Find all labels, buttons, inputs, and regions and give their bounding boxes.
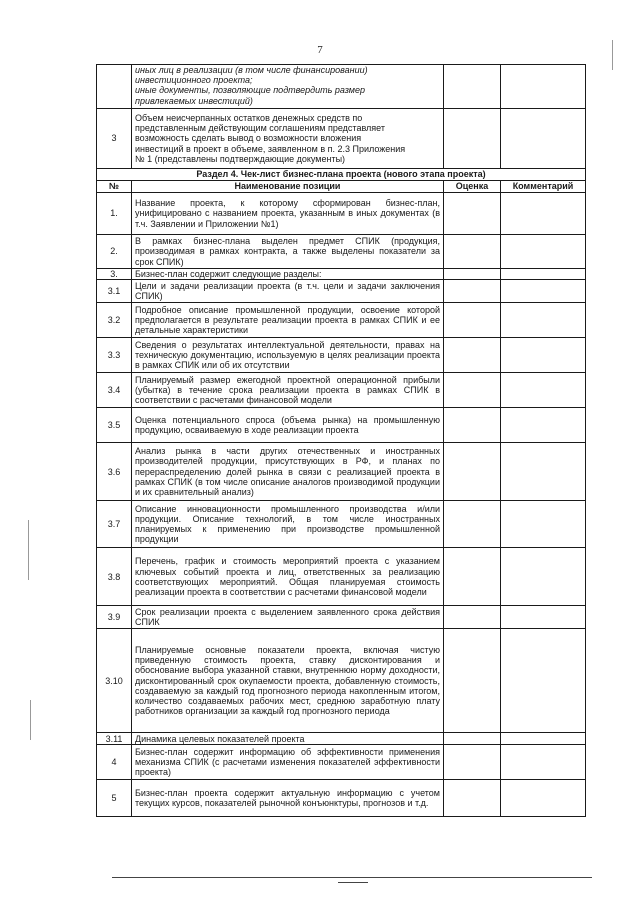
section-title: Раздел 4. Чек-лист бизнес-плана проекта (нового этапа проекта) [97, 169, 586, 181]
row-text: Оценка потенциального спроса (объема рынка) на промышленную продукцию, осваиваемую в ходе реализации проекта [132, 408, 444, 443]
comment-cell [501, 501, 586, 548]
checklist-row [97, 235, 586, 269]
row-number: 3 [97, 109, 132, 169]
continued-row [97, 109, 586, 169]
comment-cell [501, 745, 586, 780]
checklist-row [97, 408, 586, 443]
checklist-row [97, 373, 586, 408]
row-number: 3.11 [97, 733, 132, 745]
page-number: 7 [317, 44, 323, 56]
row-text: Перечень, график и стоимость мероприятий проекта с указанием ключевых событий проекта и лиц, ответственных за реализацию соответствующих мероприятий. Общая планируемая стоимость реализации проекта в соответствии с расчетами финансовой модели [132, 548, 444, 606]
score-cell [444, 733, 501, 745]
scan-bottom-mark [338, 882, 368, 883]
row-text [132, 65, 444, 109]
comment-cell [501, 269, 586, 280]
score-cell [444, 235, 501, 269]
checklist-row [97, 443, 586, 501]
score-cell [444, 65, 501, 109]
score-cell [444, 745, 501, 780]
checklist-table [96, 64, 586, 817]
row-number [97, 65, 132, 109]
comment-cell [501, 193, 586, 235]
score-cell [444, 193, 501, 235]
section-row [97, 169, 586, 181]
row-number: 3. [97, 269, 132, 280]
text-line: Объем неисчерпанных остатков денежных средств по [135, 112, 363, 123]
scan-left-mark [30, 700, 31, 740]
checklist-row [97, 280, 586, 303]
checklist-row [97, 193, 586, 235]
row-number: 3.8 [97, 548, 132, 606]
row-number: 3.10 [97, 629, 132, 733]
row-number: 3.4 [97, 373, 132, 408]
checklist-row [97, 303, 586, 338]
row-text: В рамках бизнес-плана выделен предмет СПИК (продукция, производимая в рамках контракта, а также выделены показатели за срок СПИК) [132, 235, 444, 269]
checklist-row [97, 338, 586, 373]
row-number: 3.1 [97, 280, 132, 303]
text-line: иные документы, позволяющие подтвердить размер [135, 85, 365, 96]
row-text: Анализ рынка в части других отечественных и иностранных производителей продукции, присутствующих в РФ, и планах по перераспределению долей рынка в связи с реализацией проекта в рамках СПИК (в том числе описание аналогов производимой продукции и их сравнительный анализ) [132, 443, 444, 501]
text-line: привлекаемых инвестиций) [135, 95, 253, 106]
row-text: Бизнес-план проекта содержит актуальную информацию с учетом текущих курсов, показателей рыночной конъюнктуры, прогнозов и т.д. [132, 780, 444, 817]
row-number: 5 [97, 780, 132, 817]
checklist-row [97, 745, 586, 780]
checklist-row [97, 780, 586, 817]
row-text: Бизнес-план содержит информацию об эффективности применения механизма СПИК (с расчетами изменения показателей эффективности проекта) [132, 745, 444, 780]
text-line: представленным действующим соглашениям представляет [135, 123, 385, 134]
scan-bottom-line [112, 877, 592, 878]
comment-cell [501, 65, 586, 109]
score-cell [444, 606, 501, 629]
row-number: 3.5 [97, 408, 132, 443]
score-cell [444, 109, 501, 169]
checklist-row [97, 733, 586, 745]
comment-cell [501, 373, 586, 408]
row-text: Динамика целевых показателей проекта [132, 733, 444, 745]
comment-cell [501, 548, 586, 606]
scan-left-mark [28, 520, 29, 580]
header-row [97, 181, 586, 193]
score-cell [444, 548, 501, 606]
checklist-row [97, 629, 586, 733]
header-num: № [97, 181, 132, 193]
comment-cell [501, 733, 586, 745]
row-number: 4 [97, 745, 132, 780]
checklist-row [97, 548, 586, 606]
row-text: Название проекта, к которому сформирован бизнес-план, унифицировано с названием проекта, указанным в иных документах (в т.ч. Заявлении и Приложении №1) [132, 193, 444, 235]
text-line: инвестиционного проекта; [135, 75, 253, 86]
text-line: № 1 (представлены подтверждающие документы) [135, 153, 346, 164]
continued-row [97, 65, 586, 109]
row-text [132, 109, 444, 169]
row-number: 3.2 [97, 303, 132, 338]
comment-cell [501, 235, 586, 269]
row-text: Сведения о результатах интеллектуальной деятельности, правах на техническую документацию, используемую в целях реализации проекта в рамках СПИК или об их отсутствии [132, 338, 444, 373]
text-line: иных лиц в реализации (в том числе финансировании) [135, 65, 368, 75]
score-cell [444, 373, 501, 408]
comment-cell [501, 408, 586, 443]
checklist-table-body [97, 65, 586, 817]
row-number: 3.9 [97, 606, 132, 629]
score-cell [444, 269, 501, 280]
text-line: инвестиций в проект в объеме, заявленном в п. 2.3 Приложения [135, 143, 406, 154]
checklist-row [97, 606, 586, 629]
score-cell [444, 501, 501, 548]
comment-cell [501, 780, 586, 817]
score-cell [444, 280, 501, 303]
scan-right-mark [612, 40, 613, 70]
row-number: 2. [97, 235, 132, 269]
checklist-row [97, 269, 586, 280]
comment-cell [501, 303, 586, 338]
row-number: 3.3 [97, 338, 132, 373]
row-text: Планируемый размер ежегодной проектной операционной прибыли (убытка) в течение срока реализации проекта в рамках СПИК в соответствии с расчетами финансовой модели [132, 373, 444, 408]
row-text: Описание инновационности промышленного производства и/или продукции. Описание технологий, в том числе иностранных планируемых к применению при производстве промышленной продукции [132, 501, 444, 548]
comment-cell [501, 629, 586, 733]
header-score: Оценка [444, 181, 501, 193]
header-comment: Комментарий [501, 181, 586, 193]
row-text: Подробное описание промышленной продукции, освоение которой предполагается в результате реализации проекта в рамках СПИК и ее детальные характеристики [132, 303, 444, 338]
score-cell [444, 338, 501, 373]
row-text: Цели и задачи реализации проекта (в т.ч. цели и задачи заключения СПИК) [132, 280, 444, 303]
score-cell [444, 629, 501, 733]
row-text: Срок реализации проекта с выделением заявленного срока действия СПИК [132, 606, 444, 629]
comment-cell [501, 338, 586, 373]
score-cell [444, 408, 501, 443]
checklist-row [97, 501, 586, 548]
row-number: 1. [97, 193, 132, 235]
score-cell [444, 443, 501, 501]
row-text: Бизнес-план содержит следующие разделы: [132, 269, 444, 280]
comment-cell [501, 606, 586, 629]
comment-cell [501, 280, 586, 303]
row-text: Планируемые основные показатели проекта, включая чистую приведенную стоимость проекта, ставку дисконтирования и обоснование выбора указанной ставки, внутреннюю норму доходности, дисконтированный срок окупаемости проекта, добавленную стоимость, создаваемую за каждый год прогнозного периода накопленным итогом, количество создаваемых рабочих мест, среднюю заработную плату работников организации за каждый год прогнозного периода [132, 629, 444, 733]
header-name: Наименование позиции [132, 181, 444, 193]
text-line: возможность сделать вывод о возможности вложения [135, 133, 362, 144]
score-cell [444, 780, 501, 817]
comment-cell [501, 443, 586, 501]
row-number: 3.7 [97, 501, 132, 548]
row-number: 3.6 [97, 443, 132, 501]
comment-cell [501, 109, 586, 169]
score-cell [444, 303, 501, 338]
